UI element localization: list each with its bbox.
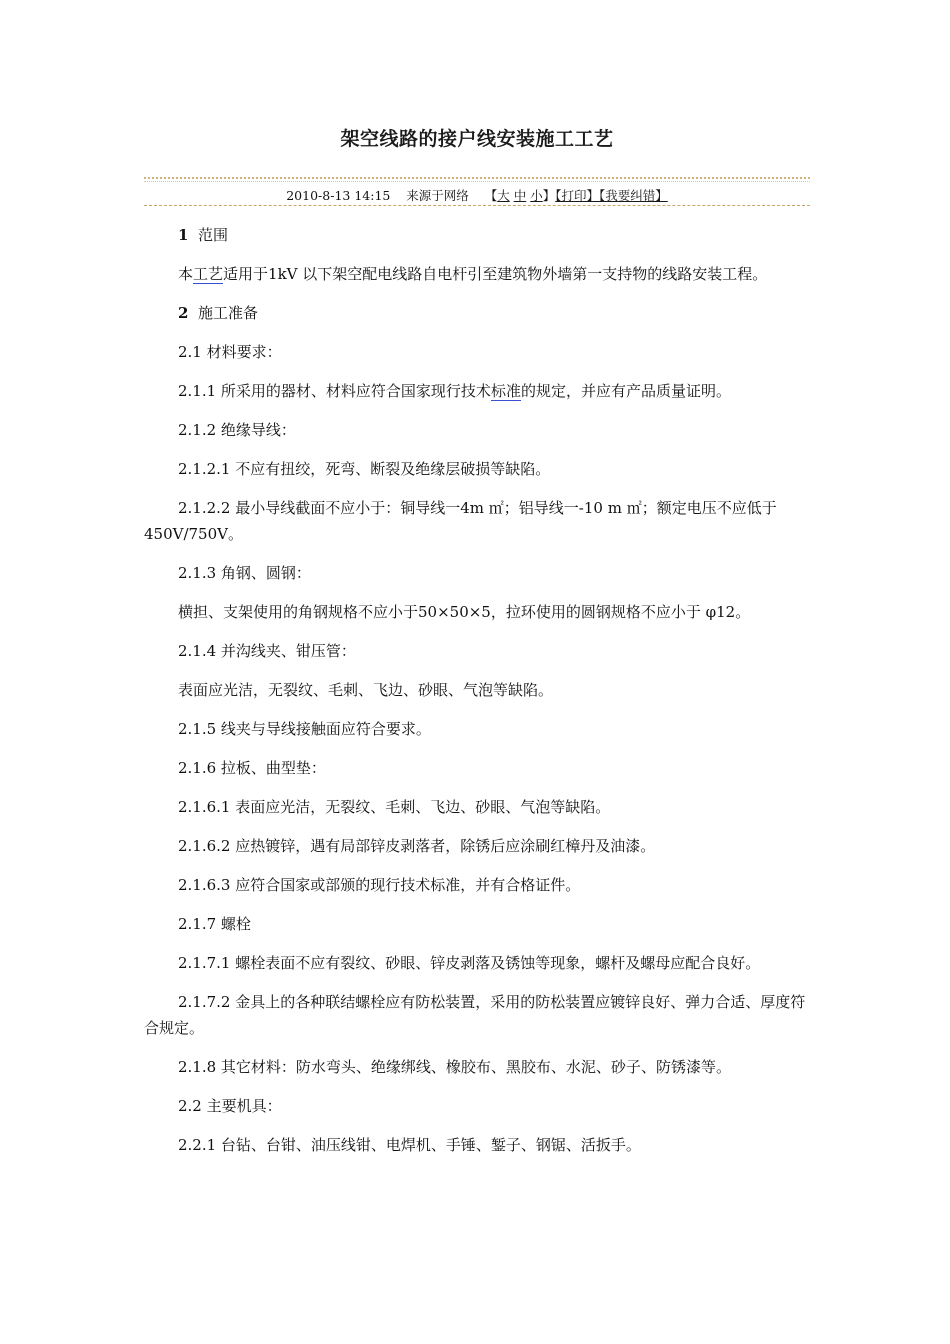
- keyword-link[interactable]: 工艺: [193, 265, 224, 283]
- publish-date: 2010-8-13 14:15: [286, 188, 391, 203]
- meta-divider: [144, 205, 810, 206]
- header-divider-secondary: [144, 181, 810, 182]
- paragraph: 2.1.1 所采用的器材、材料应符合国家现行技术标准的规定，并应有产品质量证明。: [178, 382, 731, 400]
- paragraph: 2.1.7.1 螺栓表面不应有裂纹、砂眼、锌皮剥落及锈蚀等现象，螺杆及螺母应配合良好。: [178, 954, 761, 972]
- paragraph: 2.1.7 螺栓: [178, 915, 251, 933]
- keyword-link[interactable]: 标准: [490, 382, 521, 400]
- paragraph: 2.1.6.2 应热镀锌，遇有局部锌皮剥落者，除锈后应涂刷红樟丹及油漆。: [178, 837, 656, 855]
- paragraph: 2.1.2 绝缘导线：: [178, 421, 296, 439]
- font-size-close-bracket: 】: [542, 188, 556, 203]
- font-size-medium-link[interactable]: 中: [513, 188, 527, 203]
- section-heading: 1 范围: [178, 226, 228, 244]
- header-divider: [144, 177, 810, 179]
- section-heading: 2 施工准备: [178, 304, 258, 322]
- paragraph: 横担、支架使用的角钢规格不应小于50×50×5，拉环使用的圆钢规格不应小于 φ12。: [178, 603, 751, 621]
- paragraph: 2.1.6.3 应符合国家或部颁的现行技术标准，并有合格证件。: [178, 876, 581, 894]
- paragraph: 2.1.4 并沟线夹、钳压管：: [178, 642, 356, 660]
- report-error-link[interactable]: 【我要纠错】: [599, 188, 668, 203]
- paragraph: 2.1 材料要求：: [178, 343, 282, 361]
- paragraph: 2.1.6 拉板、曲型垫：: [178, 759, 326, 777]
- article-body: [144, 222, 810, 1171]
- print-link[interactable]: 【打印】: [555, 188, 599, 203]
- paragraph: 本工艺适用于1kV 以下架空配电线路自电杆引至建筑物外墙第一支持物的线路安装工程。: [178, 265, 768, 283]
- page-title: 架空线路的接户线安装施工工艺: [340, 128, 614, 150]
- paragraph: 2.1.2.1 不应有扭绞，死弯、断裂及绝缘层破损等缺陷。: [178, 460, 551, 478]
- paragraph: 2.1.3 角钢、圆钢：: [178, 564, 311, 582]
- paragraph: 2.1.6.1 表面应光洁，无裂纹、毛刺、飞边、砂眼、气泡等缺陷。: [178, 798, 611, 816]
- paragraph: 2.2 主要机具：: [178, 1097, 282, 1115]
- paragraph: 2.2.1 台钻、台钳、油压线钳、电焊机、手锤、錾子、钢锯、活扳手。: [178, 1136, 641, 1154]
- paragraph: 表面应光洁，无裂纹、毛刺、飞边、砂眼、气泡等缺陷。: [178, 681, 554, 699]
- source-label: 来源于网络: [406, 188, 469, 203]
- article-meta: [144, 187, 810, 205]
- font-size-large-link[interactable]: 大: [497, 188, 510, 203]
- font-size-small-link[interactable]: 小: [530, 188, 543, 203]
- paragraph: 2.1.8 其它材料：防水弯头、绝缘绑线、橡胶布、黑胶布、水泥、砂子、防锈漆等。: [178, 1058, 731, 1076]
- paragraph: 2.1.7.2 金具上的各种联结螺栓应有防松装置，采用的防松装置应镀锌良好、弹力合适、厚度符合规定。: [144, 993, 806, 1037]
- font-size-open-bracket: 【: [484, 188, 498, 203]
- paragraph: 2.1.2.2 最小导线截面不应小于：铜导线一4m ㎡；铝导线一-10 m ㎡；额定电压不应低于450V/750V。: [144, 499, 777, 543]
- paragraph: 2.1.5 线夹与导线接触面应符合要求。: [178, 720, 431, 738]
